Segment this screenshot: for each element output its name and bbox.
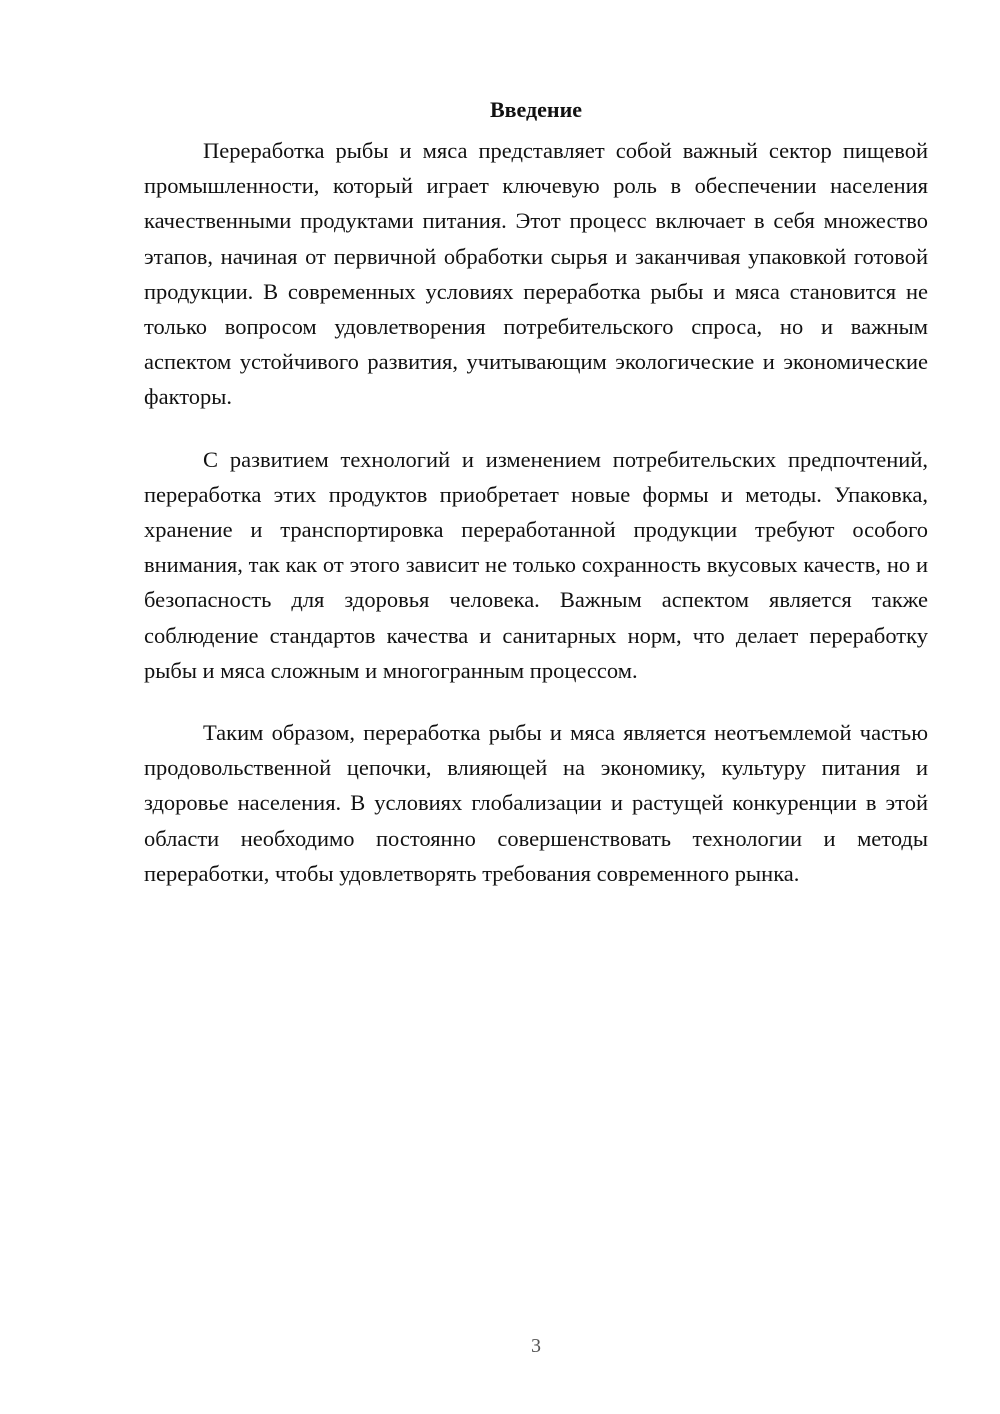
page-number: 3 [531,1335,541,1357]
paragraph-3: Таким образом, переработка рыбы и мяса является неотъемлемой частью продовольственной цепочки, влияющей на экономику, культуру питания и здоровье населения. В условиях глобализации и растущей конкуренции в этой области необходимо постоянно совершенствовать технологии и методы переработки, чтобы удовлетворять требования современного рынка. [144,720,928,886]
paragraph-1: Переработка рыбы и мяса представляет собой важный сектор пищевой промышленности, который играет ключевую роль в обеспечении населения качественными продуктами питания. Этот процесс включает в себя множество этапов, начиная от первичной обработки сырья и заканчивая упаковкой готовой продукции. В современных условиях переработка рыбы и мяса становится не только вопросом удовлетворения потребительского спроса, но и важным аспектом устойчивого развития, учитывающим экологические и экономические факторы. [144,138,928,410]
section-heading: Введение [489,97,583,122]
paragraph-2: С развитием технологий и изменением потребительских предпочтений, переработка этих продуктов приобретает новые формы и методы. Упаковка, хранение и транспортировка переработанной продукции требуют особого внимания, так как от этого зависит не только сохранность вкусовых качеств, но и безопасность для здоровья человека. Важным аспектом является также соблюдение стандартов качества и санитарных норм, что делает переработку рыбы и мяса сложным и многогранным процессом. [144,446,928,683]
page-content [144,92,928,891]
